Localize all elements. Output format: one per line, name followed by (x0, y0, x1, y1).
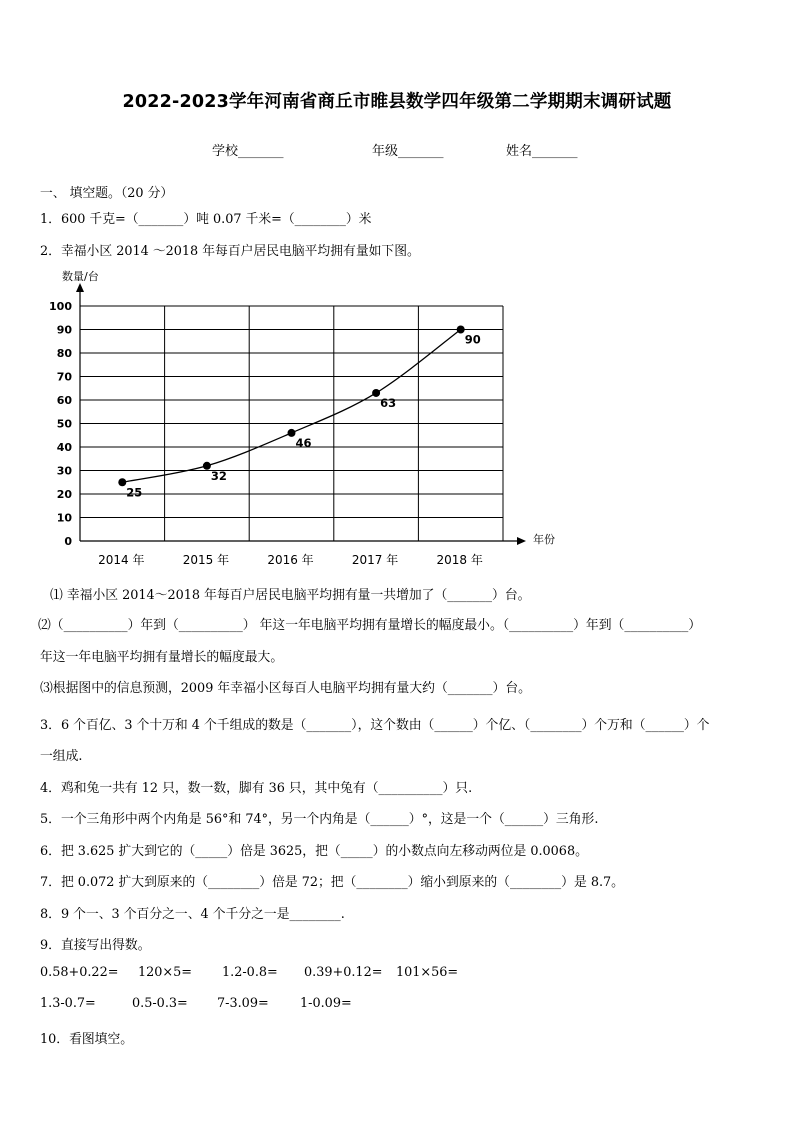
question-9: 9．直接写出得数。 (40, 938, 151, 953)
calc-item: 7-3.09= (217, 996, 269, 1011)
calc-item: 0.5-0.3= (132, 996, 188, 1011)
x-tick-label: 2018 年 (436, 553, 483, 567)
data-point (288, 429, 296, 437)
data-point (457, 326, 465, 334)
x-axis-arrow (517, 537, 526, 545)
line-chart (30, 264, 570, 574)
data-point (203, 462, 211, 470)
question-6: 6．把 3.625 扩大到它的（_____）倍是 3625，把（_____）的小数点向左移动两位是 0.0068。 (40, 844, 588, 859)
question-2-3: ⑶根据图中的信息预测，2009 年幸福小区每百人电脑平均拥有量大约（_______）台。 (40, 681, 531, 696)
question-1: 1．600 千克=（_______）吨 0.07 千米=（________）米 (40, 212, 372, 227)
data-label: 32 (210, 468, 227, 483)
series-line (122, 330, 460, 483)
question-3: 3．6 个百亿、3 个十万和 4 个千组成的数是（_______），这个数由（______）个亿、（________）个万和（______）个 (40, 718, 710, 733)
x-axis-label: 年份 (533, 533, 555, 546)
calc-item: 1.2-0.8= (222, 965, 278, 980)
y-tick-label: 30 (56, 464, 72, 478)
y-tick-label: 100 (49, 300, 72, 313)
x-tick-label: 2017 年 (351, 553, 399, 567)
question-10: 10．看图填空。 (40, 1032, 134, 1047)
question-4: 4．鸡和兔一共有 12 只，数一数，脚有 36 只，其中兔有（__________）只. (40, 781, 473, 796)
calc-item: 0.39+0.12= (304, 965, 383, 980)
grade-field: 年级_______ (372, 144, 444, 159)
x-tick-label: 2016 年 (267, 553, 314, 567)
y-tick-label: 70 (56, 370, 72, 384)
data-label: 90 (464, 332, 481, 347)
y-tick-label: 20 (56, 488, 72, 501)
data-label: 46 (295, 435, 312, 450)
data-label: 63 (380, 395, 397, 410)
data-point (372, 389, 380, 397)
y-tick-label: 60 (56, 394, 72, 407)
calc-item: 120×5= (138, 965, 193, 980)
y-tick-label: 50 (56, 417, 72, 431)
y-tick-label: 0 (64, 535, 72, 548)
x-tick-label: 2015 年 (182, 553, 230, 567)
school-field: 学校_______ (212, 144, 284, 159)
y-axis-label: 数量/台 (62, 270, 99, 283)
calc-item: 1.3-0.7= (40, 996, 96, 1011)
question-2-2-cont: 年这一年电脑平均拥有量增长的幅度最大。 (40, 650, 284, 665)
question-2: 2．幸福小区 2014 ～2018 年每百户居民电脑平均拥有量如下图。 (40, 244, 420, 259)
data-label: 25 (126, 485, 143, 500)
question-8: 8．9 个一、3 个百分之一、4 个千分之一是________. (40, 907, 345, 922)
question-2-2: ⑵（__________）年到（__________） 年这一年电脑平均拥有量增长的幅度最小。（__________）年到（__________） (38, 618, 702, 633)
calc-item: 1-0.09= (300, 996, 352, 1011)
question-2-1: ⑴ 幸福小区 2014～2018 年每百户居民电脑平均拥有量一共增加了（_______）台。 (50, 588, 531, 603)
question-5: 5．一个三角形中两个内角是 56°和 74°，另一个内角是（______）°，这是一个（______）三角形. (40, 812, 599, 827)
calc-item: 0.58+0.22= (40, 965, 119, 980)
data-point (118, 478, 126, 486)
y-tick-label: 80 (56, 347, 72, 360)
y-tick-label: 40 (56, 441, 72, 454)
calc-item: 101×56= (396, 965, 459, 980)
y-tick-label: 10 (56, 511, 72, 525)
question-7: 7．把 0.072 扩大到原来的（________）倍是 72；把（________）缩小到原来的（________）是 8.7。 (40, 875, 624, 890)
question-3-cont: 一组成. (40, 749, 83, 764)
x-tick-label: 2014 年 (98, 553, 145, 567)
y-axis-arrow (76, 283, 84, 292)
y-tick-label: 90 (56, 323, 72, 337)
section-heading: 一、 填空题。（20 分） (40, 186, 174, 201)
name-field: 姓名_______ (506, 144, 578, 159)
page-title: 2022-2023学年河南省商丘市睢县数学四年级第二学期期末调研试题 (122, 92, 672, 112)
